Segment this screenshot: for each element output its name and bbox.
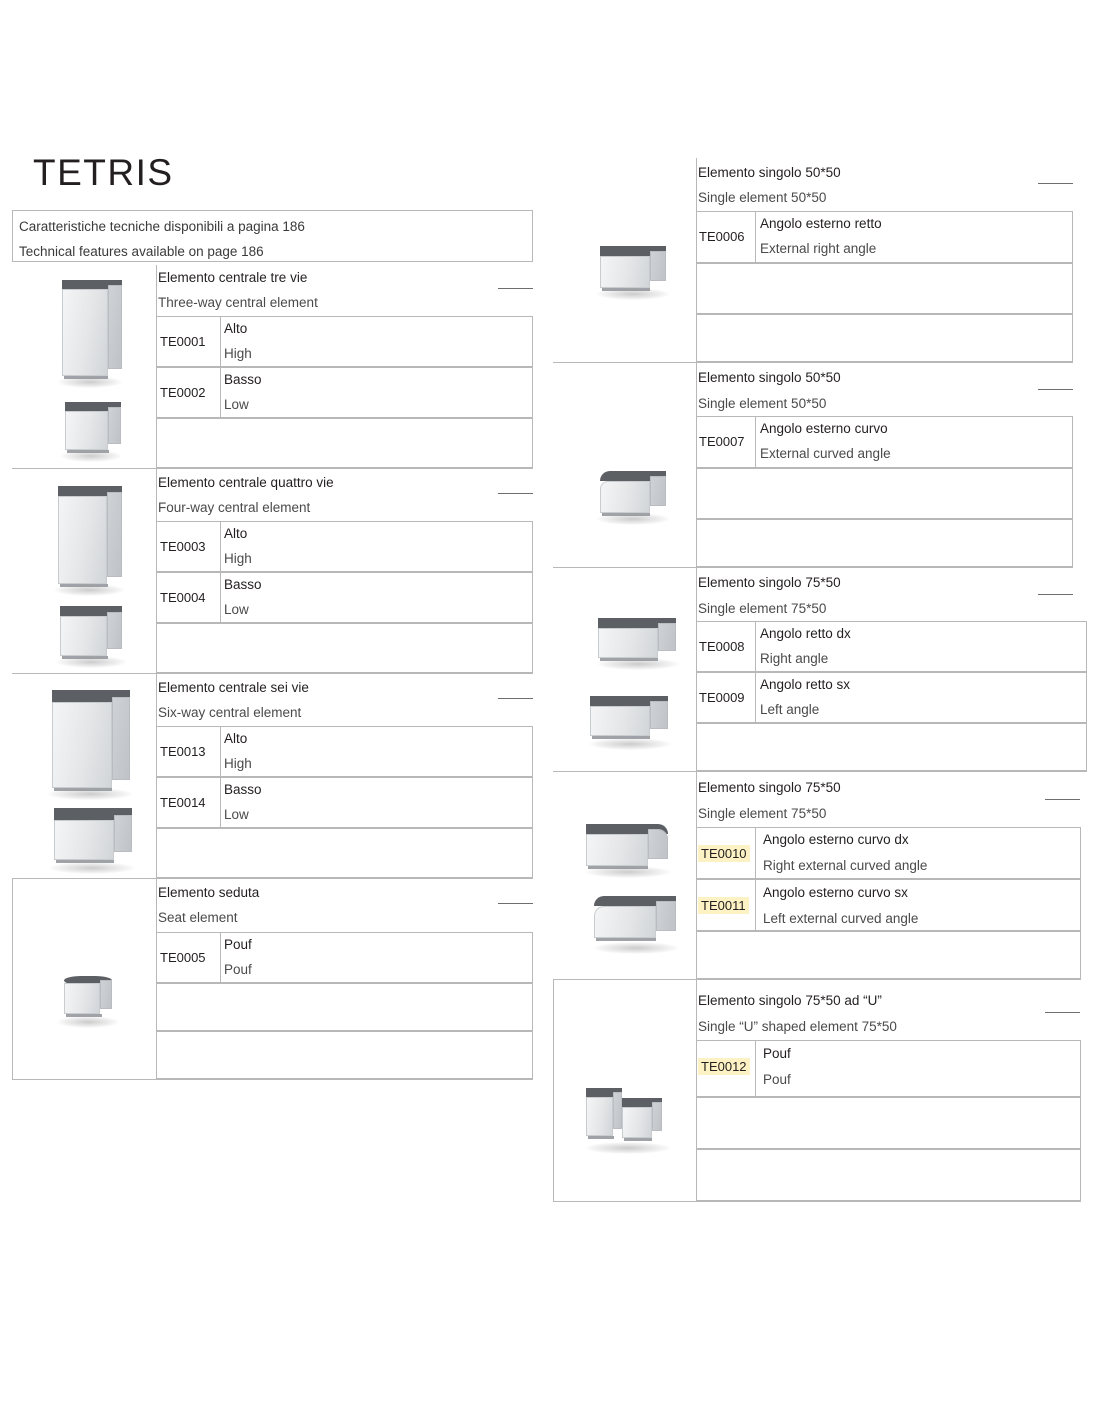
product-image-tall-four-way <box>48 478 130 598</box>
product-desc-it: Basso <box>224 577 262 592</box>
product-desc-it: Alto <box>224 731 248 746</box>
column-divider <box>696 158 697 362</box>
group-separator <box>553 979 1081 980</box>
product-row <box>156 316 533 367</box>
column-divider <box>696 567 697 771</box>
product-code: TE0010 <box>698 845 750 862</box>
row-divider <box>755 1040 756 1097</box>
group-header-it: Elemento singolo 50*50 <box>698 370 841 385</box>
row-divider <box>220 521 221 572</box>
product-row <box>156 777 533 828</box>
product-desc-it: Angolo esterno curvo sx <box>763 885 908 900</box>
product-image-low-four-way <box>50 600 132 670</box>
product-code: TE0014 <box>160 795 206 810</box>
group-separator <box>12 468 533 469</box>
product-desc-en: Low <box>224 807 249 822</box>
product-desc-en: Left angle <box>760 702 820 717</box>
product-row-empty <box>156 418 533 468</box>
product-desc-en: Pouf <box>224 962 252 977</box>
column-divider <box>156 673 157 878</box>
product-code: TE0012 <box>698 1058 750 1075</box>
product-row-empty <box>156 828 533 878</box>
product-code: TE0011 <box>698 897 749 914</box>
column-divider <box>156 878 157 1079</box>
product-row <box>696 1040 1081 1097</box>
product-row-empty <box>696 1097 1081 1149</box>
group-header-it: Elemento centrale tre vie <box>158 270 308 285</box>
group-header-en: Single element 75*50 <box>698 806 827 821</box>
product-row-empty <box>696 723 1087 771</box>
row-divider <box>755 672 756 723</box>
group-separator <box>553 1201 1081 1202</box>
row-divider <box>220 316 221 367</box>
product-image-right-angle <box>590 612 686 672</box>
product-desc-en: High <box>224 756 252 771</box>
group-separator <box>553 362 1073 363</box>
product-desc-en: Pouf <box>763 1072 791 1087</box>
product-desc-it: Angolo esterno curvo dx <box>763 832 909 847</box>
column-divider <box>696 979 697 1201</box>
product-desc-en: High <box>224 346 252 361</box>
column-edge <box>12 878 13 1079</box>
product-image-left-external-curved-angle <box>586 890 686 956</box>
product-code: TE0004 <box>160 590 206 605</box>
row-divider <box>220 777 221 828</box>
product-row-empty <box>156 983 533 1031</box>
header-rule <box>498 903 533 904</box>
product-desc-en: High <box>224 551 252 566</box>
product-desc-en: Right external curved angle <box>763 858 928 873</box>
column-edge <box>553 979 554 1201</box>
product-desc-it: Pouf <box>224 937 252 952</box>
product-desc-it: Angolo retto dx <box>760 626 851 641</box>
product-desc-en: External right angle <box>760 241 877 256</box>
header-rule <box>1045 799 1080 800</box>
product-desc-it: Angolo retto sx <box>760 677 851 692</box>
product-row-empty <box>156 1031 533 1079</box>
row-divider <box>220 726 221 777</box>
row-divider <box>755 827 756 879</box>
header-rule <box>1038 183 1073 184</box>
product-image-low-six-way <box>42 800 142 876</box>
row-divider <box>220 572 221 623</box>
group-separator <box>12 1079 533 1080</box>
product-image-tall-six-way <box>40 682 140 802</box>
product-desc-it: Angolo esterno curvo <box>760 421 888 436</box>
product-desc-it: Basso <box>224 782 262 797</box>
group-header-en: Single element 50*50 <box>698 396 827 411</box>
product-image-right-external-curved-angle <box>578 818 678 880</box>
header-rule <box>1038 389 1073 390</box>
product-desc-en: Low <box>224 397 249 412</box>
column-divider <box>156 265 157 468</box>
product-row <box>156 572 533 623</box>
product-image-u-shaped-pouf <box>578 1080 678 1156</box>
product-code: TE0009 <box>699 690 745 705</box>
group-header-it: Elemento centrale sei vie <box>158 680 309 695</box>
group-header-en: Single element 50*50 <box>698 190 827 205</box>
product-desc-en: Right angle <box>760 651 829 666</box>
header-rule <box>1045 1012 1080 1013</box>
technical-features-note <box>12 210 533 262</box>
product-row-empty <box>696 931 1081 979</box>
product-image-tall-three-way <box>52 272 128 390</box>
product-desc-en: Low <box>224 602 249 617</box>
product-code: TE0013 <box>160 744 206 759</box>
product-row <box>156 932 533 983</box>
row-divider <box>755 416 756 468</box>
header-rule <box>1038 594 1073 595</box>
product-row <box>156 521 533 572</box>
product-desc-it: Angolo esterno retto <box>760 216 882 231</box>
group-header-en: Six-way central element <box>158 705 302 720</box>
product-row-empty <box>156 623 533 673</box>
product-row-empty <box>696 468 1073 519</box>
note-italian: Caratteristiche tecniche disponibili a pagina 186 <box>19 219 305 234</box>
product-row <box>156 367 533 418</box>
product-code: TE0007 <box>699 434 745 449</box>
product-code: TE0003 <box>160 539 206 554</box>
group-header-en: Single “U” shaped element 75*50 <box>698 1019 897 1034</box>
group-header-en: Single element 75*50 <box>698 601 827 616</box>
group-header-it: Elemento singolo 75*50 ad “U” <box>698 993 882 1008</box>
product-row-empty <box>696 263 1073 314</box>
product-row-empty <box>696 314 1073 362</box>
group-separator <box>553 567 1073 568</box>
group-header-it: Elemento singolo 75*50 <box>698 780 841 795</box>
group-header-it: Elemento centrale quattro vie <box>158 475 334 490</box>
product-row <box>156 726 533 777</box>
product-image-pouf <box>52 970 124 1030</box>
product-desc-en: Left external curved angle <box>763 911 919 926</box>
product-image-external-curved-angle <box>590 465 676 527</box>
group-header-en: Three-way central element <box>158 295 318 310</box>
product-desc-en: External curved angle <box>760 446 891 461</box>
product-image-low-three-way <box>55 396 127 464</box>
note-english: Technical features available on page 186 <box>19 244 264 259</box>
product-code: TE0002 <box>160 385 206 400</box>
row-divider <box>755 879 756 931</box>
product-row-empty <box>696 519 1073 567</box>
row-divider <box>755 621 756 672</box>
product-desc-it: Basso <box>224 372 262 387</box>
product-row-empty <box>696 1149 1081 1201</box>
product-desc-it: Alto <box>224 321 248 336</box>
product-code: TE0006 <box>699 229 745 244</box>
product-code: TE0001 <box>160 334 206 349</box>
header-rule <box>498 493 533 494</box>
row-divider <box>220 367 221 418</box>
product-image-left-angle <box>582 690 678 752</box>
group-separator <box>553 771 1087 772</box>
group-header-it: Elemento singolo 75*50 <box>698 575 841 590</box>
product-code: TE0008 <box>699 639 745 654</box>
header-rule <box>498 288 533 289</box>
product-row <box>696 211 1073 263</box>
product-desc-it: Pouf <box>763 1046 791 1061</box>
group-separator <box>12 878 533 879</box>
column-divider <box>696 362 697 567</box>
group-separator <box>12 673 533 674</box>
page-title: TETRIS <box>33 152 174 193</box>
group-header-en: Seat element <box>158 910 238 925</box>
group-header-en: Four-way central element <box>158 500 311 515</box>
column-divider <box>696 771 697 979</box>
group-header-it: Elemento seduta <box>158 885 260 900</box>
product-code: TE0005 <box>160 950 206 965</box>
column-divider <box>156 468 157 673</box>
product-image-external-right-angle <box>590 240 676 302</box>
product-desc-it: Alto <box>224 526 248 541</box>
group-header-it: Elemento singolo 50*50 <box>698 165 841 180</box>
header-rule <box>498 698 533 699</box>
row-divider <box>220 932 221 983</box>
row-divider <box>755 211 756 263</box>
